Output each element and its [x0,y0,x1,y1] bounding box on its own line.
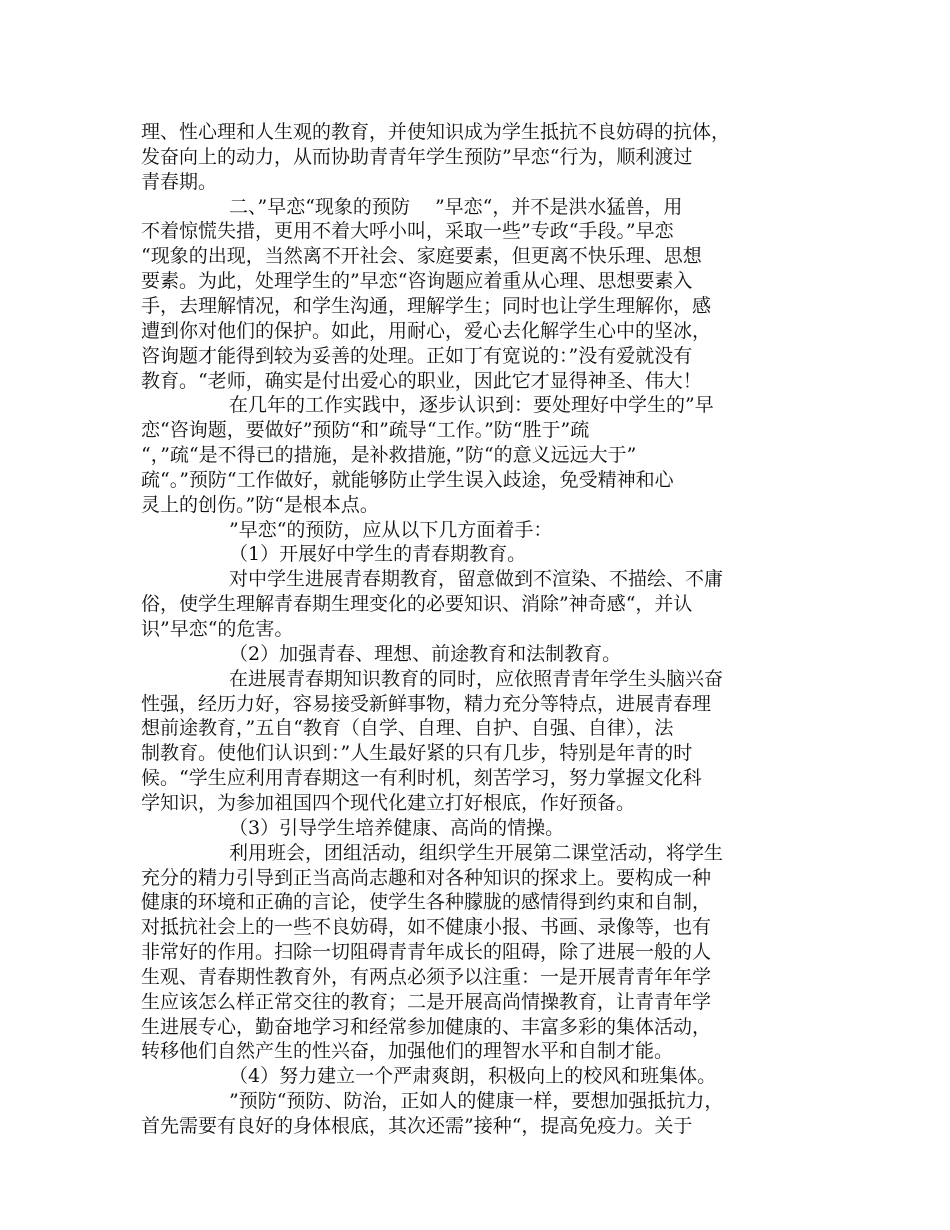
text-line: 性强，经历力好，容易接受新鲜事物，精力充分等特点，进展青春理 [141,693,712,715]
text-line: 遭到你对他们的保护。如此，用耐心，爱心去化解学生心中的坚冰， [141,320,712,342]
text-line: 制教育。使他们认识到：”人生最好紧的只有几步，特别是年青的时 [141,742,693,764]
text-line: 教育。“老师，确实是付出爱心的职业，因此它才显得神圣、伟大！ [141,370,702,392]
text-line: 想前途教育，”五自“教育（自学、自理、自护、自强、自律），法 [141,717,674,739]
text-line: “，”疏“是不得已的措施，是补救措施，”防“的意义远远大于” [141,444,637,466]
text-line: 要素。为此，处理学生的”早恋“咨询题应着重从心理、思想要素入 [141,270,693,292]
text-line: 发奋向上的动力，从而协助青青年学生预防”早恋“行为，顺利渡过 [141,146,693,168]
text-line: 在进展青春期知识教育的同时，应依照青青年学生头脑兴奋 [229,668,724,690]
text-line: 不着惊慌失措，更用不着大呼小叫，采取一些”专政“手段。”早恋 [141,220,674,242]
text-line: （4）努力建立一个严肃爽朗，积极向上的校风和班集体。 [229,1065,717,1087]
text-line: 在几年的工作实践中，逐步认识到：要处理好中学生的”早 [229,394,714,416]
text-line: 恋“咨询题，要做好”预防“和”疏导“工作。”防“胜于”疏 [141,419,590,441]
text-line: 充分的精力引导到正当高尚志趣和对各种知识的探求上。要构成一种 [141,867,712,889]
text-line: 识”早恋“的危害。 [141,618,294,640]
text-line: 咨询题才能得到较为妥善的处理。正如丁有宽说的：”没有爱就没有 [141,345,693,367]
text-line: 疏“。”预防“工作做好，就能够防止学生误入歧途，免受精神和心 [141,469,674,491]
text-line: ”早恋“的预防，应从以下几方面着手： [229,519,553,541]
text-line: 生观、青春期性教育外，有两点必须予以注重：一是开展青青年年学 [141,966,712,988]
text-line: 理、性心理和人生观的教育，并使知识成为学生抵抗不良妨碍的抗体， [141,121,731,143]
text-line: 青春期。 [141,171,218,193]
text-line: 灵上的创伤。”防“是根本点。 [141,494,379,516]
text-line: “现象的出现，当然离不开社会、家庭要素，但更离不快乐理、思想 [141,245,702,267]
text-line: 转移他们自然产生的性兴奋，加强他们的理智水平和自制才能。 [141,1040,674,1062]
text-line: 生进展专心，勤奋地学习和经常参加健康的、丰富多彩的集体活动， [141,1016,712,1038]
text-line: 生应该怎么样正常交往的教育；二是开展高尚情操教育，让青青年学 [141,991,712,1013]
text-line: （3）引导学生培养健康、高尚的情操。 [229,817,565,839]
text-line: 学知识，为参加祖国四个现代化建立打好根底，作好预备。 [141,792,636,814]
text-line: （1）开展好中学生的青春期教育。 [229,543,527,565]
text-line: ”预防“预防、防治，正如人的健康一样，要想加强抵抗力， [229,1090,724,1112]
text-line: 俗，使学生理解青春期生理变化的必要知识、消除”神奇感“，并认 [141,593,693,615]
text-line: 对抵抗社会上的一些不良妨碍，如不健康小报、书画、录像等，也有 [141,916,712,938]
text-line: 候。“学生应利用青春期这一有利时机，刻苦学习，努力掌握文化科 [141,767,702,789]
text-line: 利用班会，团组活动，组织学生开展第二课堂活动，将学生 [229,842,724,864]
text-line: 非常好的作用。扫除一切阻碍青青年成长的阻碍，除了进展一般的人 [141,941,712,963]
text-line: 对中学生进展青春期教育，留意做到不渲染、不描绘、不庸 [229,568,724,590]
text-line: 手，去理解情况，和学生沟通，理解学生；同时也让学生理解你，感 [141,295,712,317]
text-line: 健康的环境和正确的言论，使学生各种朦胧的感情得到约束和自制， [141,891,712,913]
text-line: 首先需要有良好的身体根底，其次还需”接种“，提高免疫力。关于 [141,1115,693,1137]
text-line: 二、”早恋“现象的预防 ”早恋“，并不是洪水猛兽，用 [229,196,683,218]
text-line: （2）加强青春、理想、前途教育和法制教育。 [229,643,622,665]
